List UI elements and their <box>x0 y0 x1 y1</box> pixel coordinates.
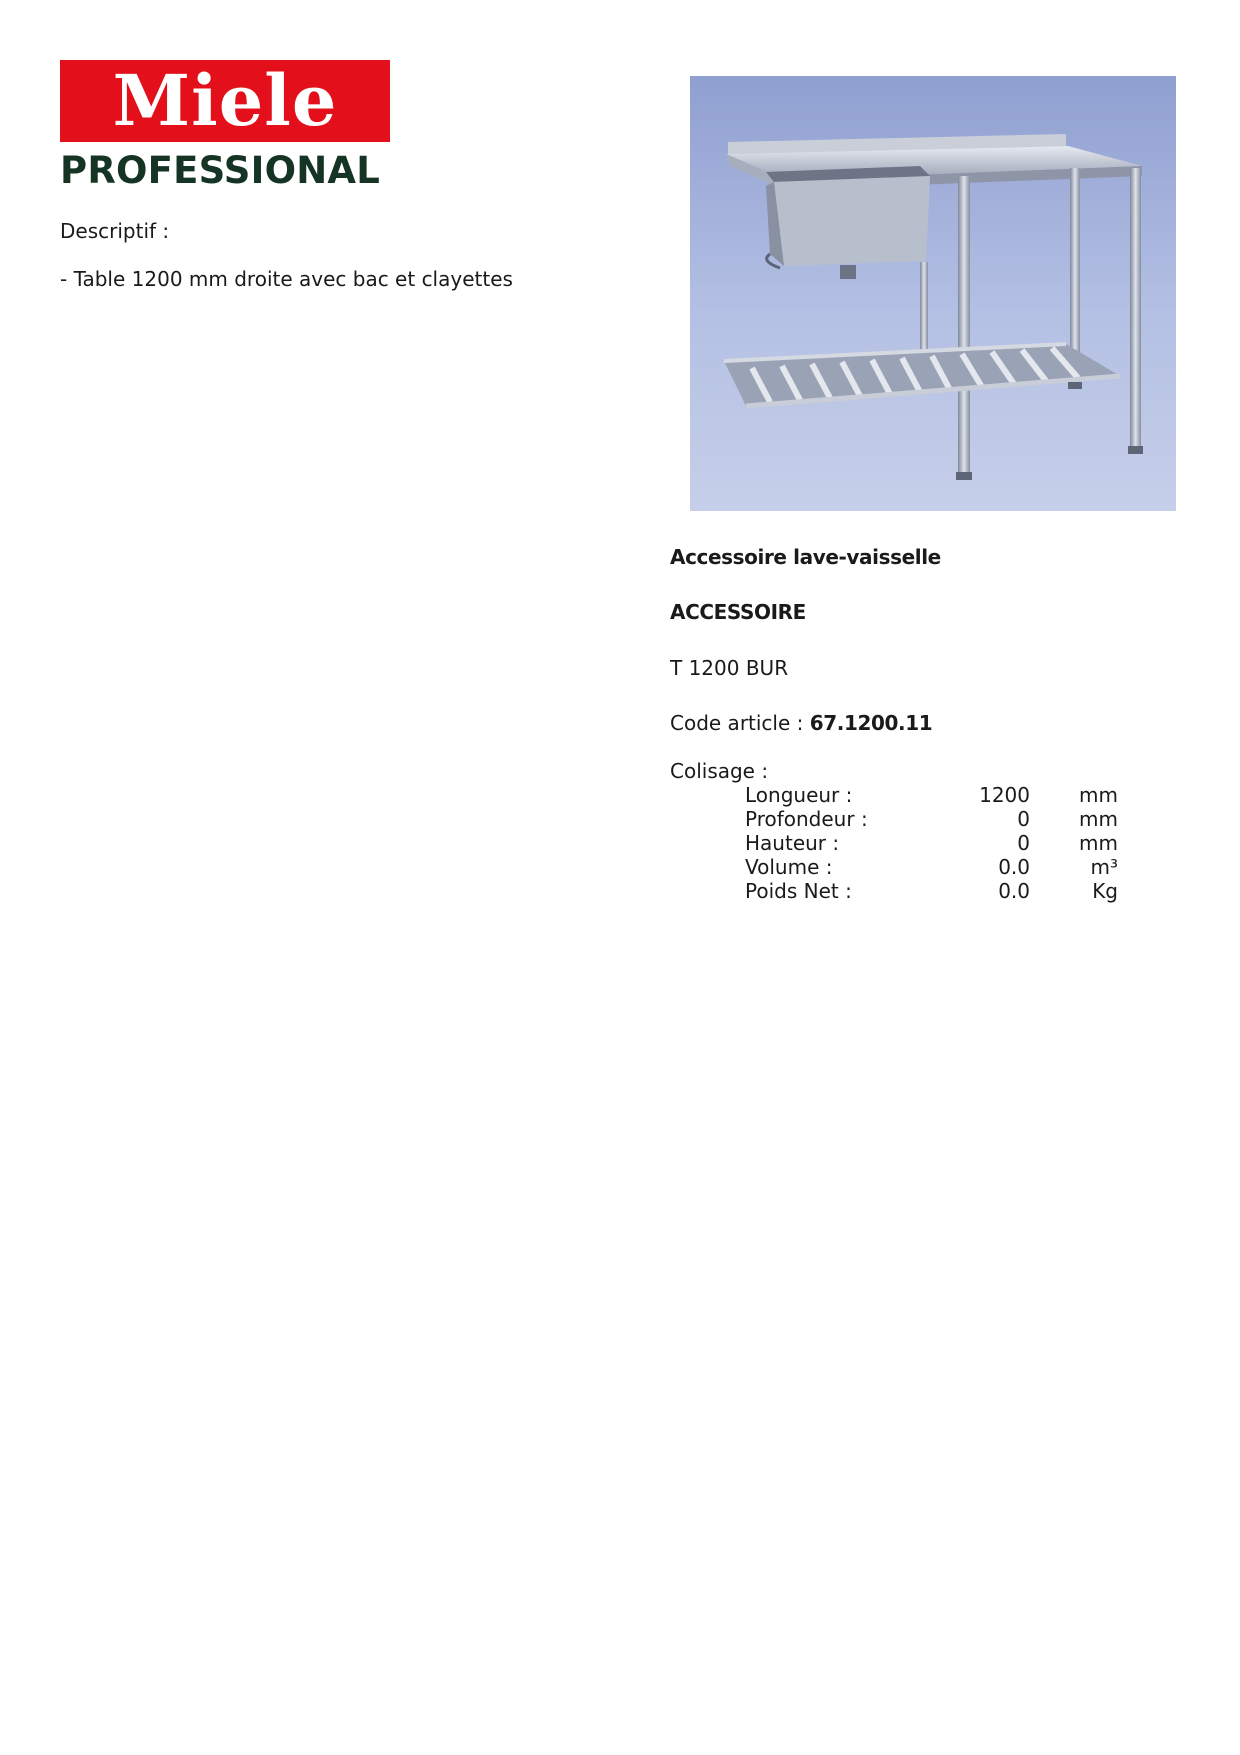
spec-unit: Kg <box>1092 879 1118 903</box>
spec-row-poids-net <box>745 879 1120 903</box>
description-line: - Table 1200 mm droite avec bac et clayettes <box>60 267 513 291</box>
product-code <box>670 711 932 735</box>
spec-row-profondeur <box>745 807 1120 831</box>
product-category: Accessoire lave-vaisselle <box>670 545 941 569</box>
logo-tagline: PROFESSIONAL <box>60 149 381 192</box>
spec-value: 0.0 <box>998 855 1030 879</box>
spec-label: Longueur : <box>745 783 853 807</box>
product-photo <box>690 76 1176 511</box>
spec-unit: mm <box>1079 831 1118 855</box>
logo-brand-name: Miele <box>112 59 338 142</box>
product-code-value: 67.1200.11 <box>809 711 933 735</box>
colisage-label: Colisage : <box>670 759 769 783</box>
spec-unit: m³ <box>1090 855 1118 879</box>
description-label: Descriptif : <box>60 219 170 243</box>
product-model: T 1200 BUR <box>670 656 789 680</box>
spec-label: Volume : <box>745 855 833 879</box>
spec-unit: mm <box>1079 783 1118 807</box>
spec-value: 1200 <box>979 783 1030 807</box>
spec-row-longueur <box>745 783 1120 807</box>
spec-value: 0 <box>1017 807 1030 831</box>
spec-label: Hauteur : <box>745 831 840 855</box>
miele-professional-logo <box>60 60 390 195</box>
spec-unit: mm <box>1079 807 1118 831</box>
spec-row-volume <box>745 855 1120 879</box>
spec-value: 0.0 <box>998 879 1030 903</box>
spec-label: Profondeur : <box>745 807 868 831</box>
spec-row-hauteur <box>745 831 1120 855</box>
product-code-label: Code article : <box>670 711 810 735</box>
spec-value: 0 <box>1017 831 1030 855</box>
product-type: ACCESSOIRE <box>670 600 806 624</box>
spec-label: Poids Net : <box>745 879 852 903</box>
